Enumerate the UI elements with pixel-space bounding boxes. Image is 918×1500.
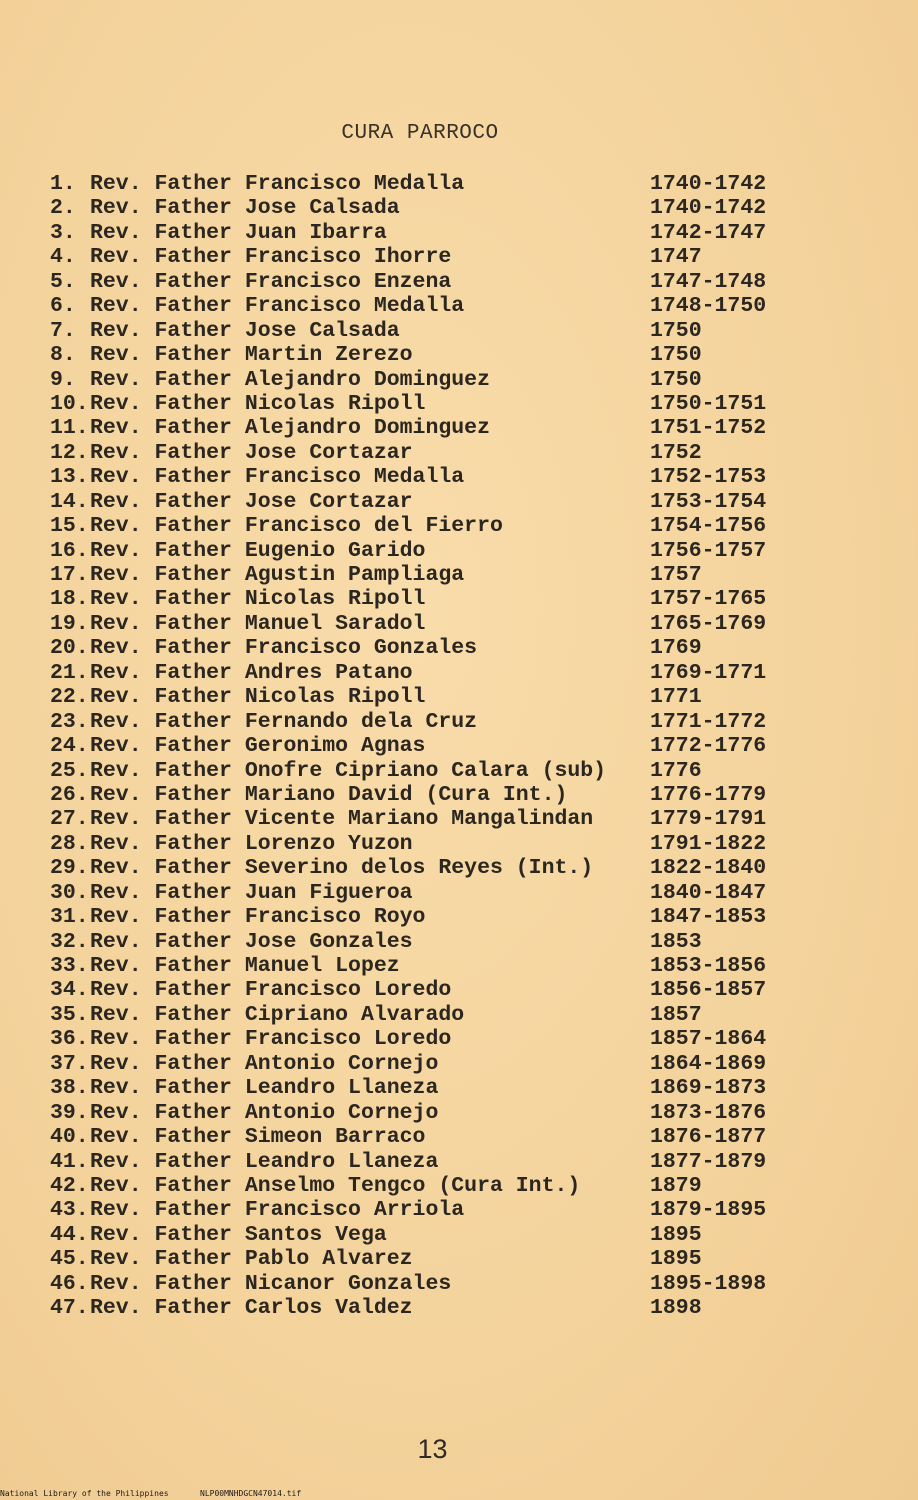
list-item [0,270,918,294]
entry-number: 4. [50,245,76,270]
entry-name: Rev. Father Francisco del Fierro [90,514,503,539]
entry-name: Rev. Father Alejandro Dominguez [90,367,490,392]
entry-number: 32. [50,929,89,954]
entry-years: 1757-1765 [650,587,767,612]
entry-name: Rev. Father Mariano David (Cura Int.) [90,782,568,807]
list-item [0,514,918,538]
entry-number: 3. [50,220,76,245]
entry-name: Rev. Father Antonio Cornejo [90,1100,439,1125]
entry-number: 23. [50,709,89,734]
list-item [0,759,918,783]
entry-name: Rev. Father Nicolas Ripoll [90,685,426,710]
entry-years: 1750 [650,318,702,343]
entry-number: 25. [50,758,89,783]
entry-number: 14. [50,489,89,514]
entry-number: 5. [50,269,76,294]
list-item [0,196,918,220]
list-item [0,416,918,440]
list-item [0,294,918,318]
page-title: CURA PARROCO [341,122,499,145]
entry-years: 1757 [650,563,702,587]
entry-name: Rev. Father Simeon Barraco [90,1125,426,1150]
entry-number: 16. [50,538,89,563]
list-item [0,1150,918,1174]
entry-years: 1879-1895 [650,1198,767,1223]
entry-name: Rev. Father Francisco Loredo [90,978,452,1003]
list-item [0,221,918,245]
list-item [0,1052,918,1076]
list-item [0,856,918,880]
list-item [0,1076,918,1100]
entry-number: 13. [50,465,89,490]
entry-name: Rev. Father Francisco Gonzales [90,636,478,661]
list-item [0,1003,918,1027]
entry-name: Rev. Father Juan Ibarra [90,220,387,245]
entry-years: 1879 [650,1173,702,1198]
entry-name: Rev. Father Nicolas Ripoll [90,587,426,612]
entry-number: 27. [50,807,89,832]
entry-name: Rev. Father Francisco Medalla [90,465,465,490]
list-item [0,612,918,636]
list-item [0,1027,918,1051]
entry-number: 34. [50,978,89,1003]
entry-number: 40. [50,1125,89,1150]
entry-years: 1857 [650,1002,702,1027]
entry-years: 1853-1856 [650,954,767,978]
entry-number: 15. [50,514,89,539]
entry-number: 18. [50,587,89,612]
entry-years: 1853 [650,929,702,954]
list-item [0,343,918,367]
entry-years: 1857-1864 [650,1027,767,1052]
entry-name: Rev. Father Antonio Cornejo [90,1051,439,1076]
entry-years: 1864-1869 [650,1051,767,1076]
entry-years: 1754-1756 [650,514,767,539]
entry-name: Rev. Father Vicente Mariano Mangalindan [90,807,594,832]
entry-number: 17. [50,563,89,587]
list-item [0,881,918,905]
entry-years: 1895 [650,1222,702,1247]
entry-number: 35. [50,1002,89,1027]
list-item [0,954,918,978]
entry-name: Rev. Father Lorenzo Yuzon [90,831,413,856]
entry-number: 20. [50,636,89,661]
entry-years: 1898 [650,1296,702,1321]
list-item [0,978,918,1002]
entry-years: 1740-1742 [650,196,767,221]
entry-number: 9. [50,367,76,392]
entry-number: 37. [50,1051,89,1076]
entry-name: Rev. Father Fernando dela Cruz [90,709,478,734]
list-item [0,441,918,465]
entry-number: 44. [50,1222,89,1247]
entry-years: 1776-1779 [650,782,767,807]
entry-number: 12. [50,440,89,465]
entry-number: 47. [50,1296,89,1321]
footer-source: National Library of the Philippines [0,1489,169,1498]
list-item [0,563,918,587]
entry-years: 1756-1757 [650,538,767,563]
entry-years: 1873-1876 [650,1100,767,1125]
entry-name: Rev. Father Severino delos Reyes (Int.) [90,856,594,881]
entry-name: Rev. Father Manuel Lopez [90,954,400,978]
entry-name: Rev. Father Onofre Cipriano Calara (sub) [90,758,607,783]
list-item [0,832,918,856]
entry-years: 1771 [650,685,702,710]
entry-years: 1740-1742 [650,172,767,196]
entry-number: 45. [50,1247,89,1272]
entry-name: Rev. Father Jose Cortazar [90,489,413,514]
entry-name: Rev. Father Francisco Medalla [90,172,465,196]
entry-number: 39. [50,1100,89,1125]
entry-name: Rev. Father Nicanor Gonzales [90,1271,452,1296]
entry-years: 1771-1772 [650,709,767,734]
entry-name: Rev. Father Nicolas Ripoll [90,391,426,416]
entry-name: Rev. Father Anselmo Tengco (Cura Int.) [90,1173,581,1198]
entry-name: Rev. Father Jose Gonzales [90,929,413,954]
list-item [0,1223,918,1247]
entry-name: Rev. Father Jose Cortazar [90,440,413,465]
entry-years: 1748-1750 [650,294,767,319]
list-item [0,710,918,734]
entry-years: 1752 [650,440,702,465]
entry-years: 1750 [650,367,702,392]
entry-name: Rev. Father Agustin Pampliaga [90,563,465,587]
entry-number: 24. [50,734,89,759]
list-item [0,1198,918,1222]
list-item [0,490,918,514]
entry-years: 1779-1791 [650,807,767,832]
priest-list [0,172,918,1321]
list-item [0,1101,918,1125]
entry-number: 19. [50,611,89,636]
entry-name: Rev. Father Jose Calsada [90,196,400,221]
entry-number: 22. [50,685,89,710]
entry-number: 33. [50,954,89,978]
list-item [0,636,918,660]
entry-name: Rev. Father Francisco Royo [90,905,426,930]
entry-years: 1747 [650,245,702,270]
entry-name: Rev. Father Leandro Llaneza [90,1076,439,1101]
entry-name: Rev. Father Pablo Alvarez [90,1247,413,1272]
list-item [0,1125,918,1149]
entry-number: 6. [50,294,76,319]
entry-name: Rev. Father Francisco Ihorre [90,245,452,270]
list-item [0,245,918,269]
entry-name: Rev. Father Cipriano Alvarado [90,1002,465,1027]
list-item [0,1272,918,1296]
entry-name: Rev. Father Geronimo Agnas [90,734,426,759]
entry-years: 1876-1877 [650,1125,767,1150]
entry-years: 1752-1753 [650,465,767,490]
entry-name: Rev. Father Eugenio Garido [90,538,426,563]
entry-years: 1856-1857 [650,978,767,1003]
entry-number: 30. [50,880,89,905]
list-item [0,734,918,758]
entry-number: 10. [50,391,89,416]
entry-number: 21. [50,660,89,685]
entry-number: 31. [50,905,89,930]
entry-years: 1769-1771 [650,660,767,685]
entry-name: Rev. Father Alejandro Dominguez [90,416,490,441]
entry-years: 1753-1754 [650,489,767,514]
entry-years: 1895-1898 [650,1271,767,1296]
entry-number: 2. [50,196,76,221]
entry-years: 1877-1879 [650,1149,767,1174]
list-item [0,685,918,709]
entry-name: Rev. Father Jose Calsada [90,318,400,343]
entry-number: 11. [50,416,89,441]
entry-name: Rev. Father Leandro Llaneza [90,1149,439,1174]
entry-name: Rev. Father Juan Figueroa [90,880,413,905]
entry-years: 1791-1822 [650,831,767,856]
list-item [0,465,918,489]
entry-name: Rev. Father Martin Zerezo [90,343,413,368]
list-item [0,1247,918,1271]
entry-number: 8. [50,343,76,368]
entry-years: 1822-1840 [650,856,767,881]
list-item [0,319,918,343]
entry-name: Rev. Father Andres Patano [90,660,413,685]
entry-name: Rev. Father Francisco Enzena [90,269,452,294]
list-item [0,807,918,831]
entry-name: Rev. Father Francisco Medalla [90,294,465,319]
entry-years: 1869-1873 [650,1076,767,1101]
list-item [0,172,918,196]
entry-number: 28. [50,831,89,856]
list-item [0,661,918,685]
list-item [0,392,918,416]
entry-number: 46. [50,1271,89,1296]
entry-number: 26. [50,782,89,807]
entry-number: 7. [50,318,76,343]
entry-years: 1750 [650,343,702,368]
entry-name: Rev. Father Carlos Valdez [90,1296,413,1321]
entry-years: 1895 [650,1247,702,1272]
entry-years: 1847-1853 [650,905,767,930]
list-item [0,587,918,611]
list-item [0,368,918,392]
entry-number: 38. [50,1076,89,1101]
page-number: 13 [417,1434,448,1464]
entry-years: 1765-1769 [650,611,767,636]
entry-years: 1742-1747 [650,220,767,245]
entry-years: 1751-1752 [650,416,767,441]
entry-name: Rev. Father Manuel Saradol [90,611,426,636]
entry-years: 1772-1776 [650,734,767,759]
entry-name: Rev. Father Francisco Arriola [90,1198,465,1223]
entry-number: 36. [50,1027,89,1052]
list-item [0,539,918,563]
list-item [0,905,918,929]
entry-number: 43. [50,1198,89,1223]
entry-number: 29. [50,856,89,881]
entry-name: Rev. Father Santos Vega [90,1222,387,1247]
list-item [0,930,918,954]
list-item [0,783,918,807]
entry-years: 1840-1847 [650,880,767,905]
entry-years: 1769 [650,636,702,661]
list-item [0,1296,918,1320]
entry-number: 1. [50,172,76,196]
footer-filename: NLP00MNHDGCN47014.tif [200,1489,302,1498]
entry-number: 42. [50,1173,89,1198]
entry-years: 1776 [650,758,702,783]
entry-years: 1747-1748 [650,269,767,294]
entry-name: Rev. Father Francisco Loredo [90,1027,452,1052]
scan-footer [0,1488,918,1500]
list-item [0,1174,918,1198]
entry-years: 1750-1751 [650,391,767,416]
entry-number: 41. [50,1149,89,1174]
